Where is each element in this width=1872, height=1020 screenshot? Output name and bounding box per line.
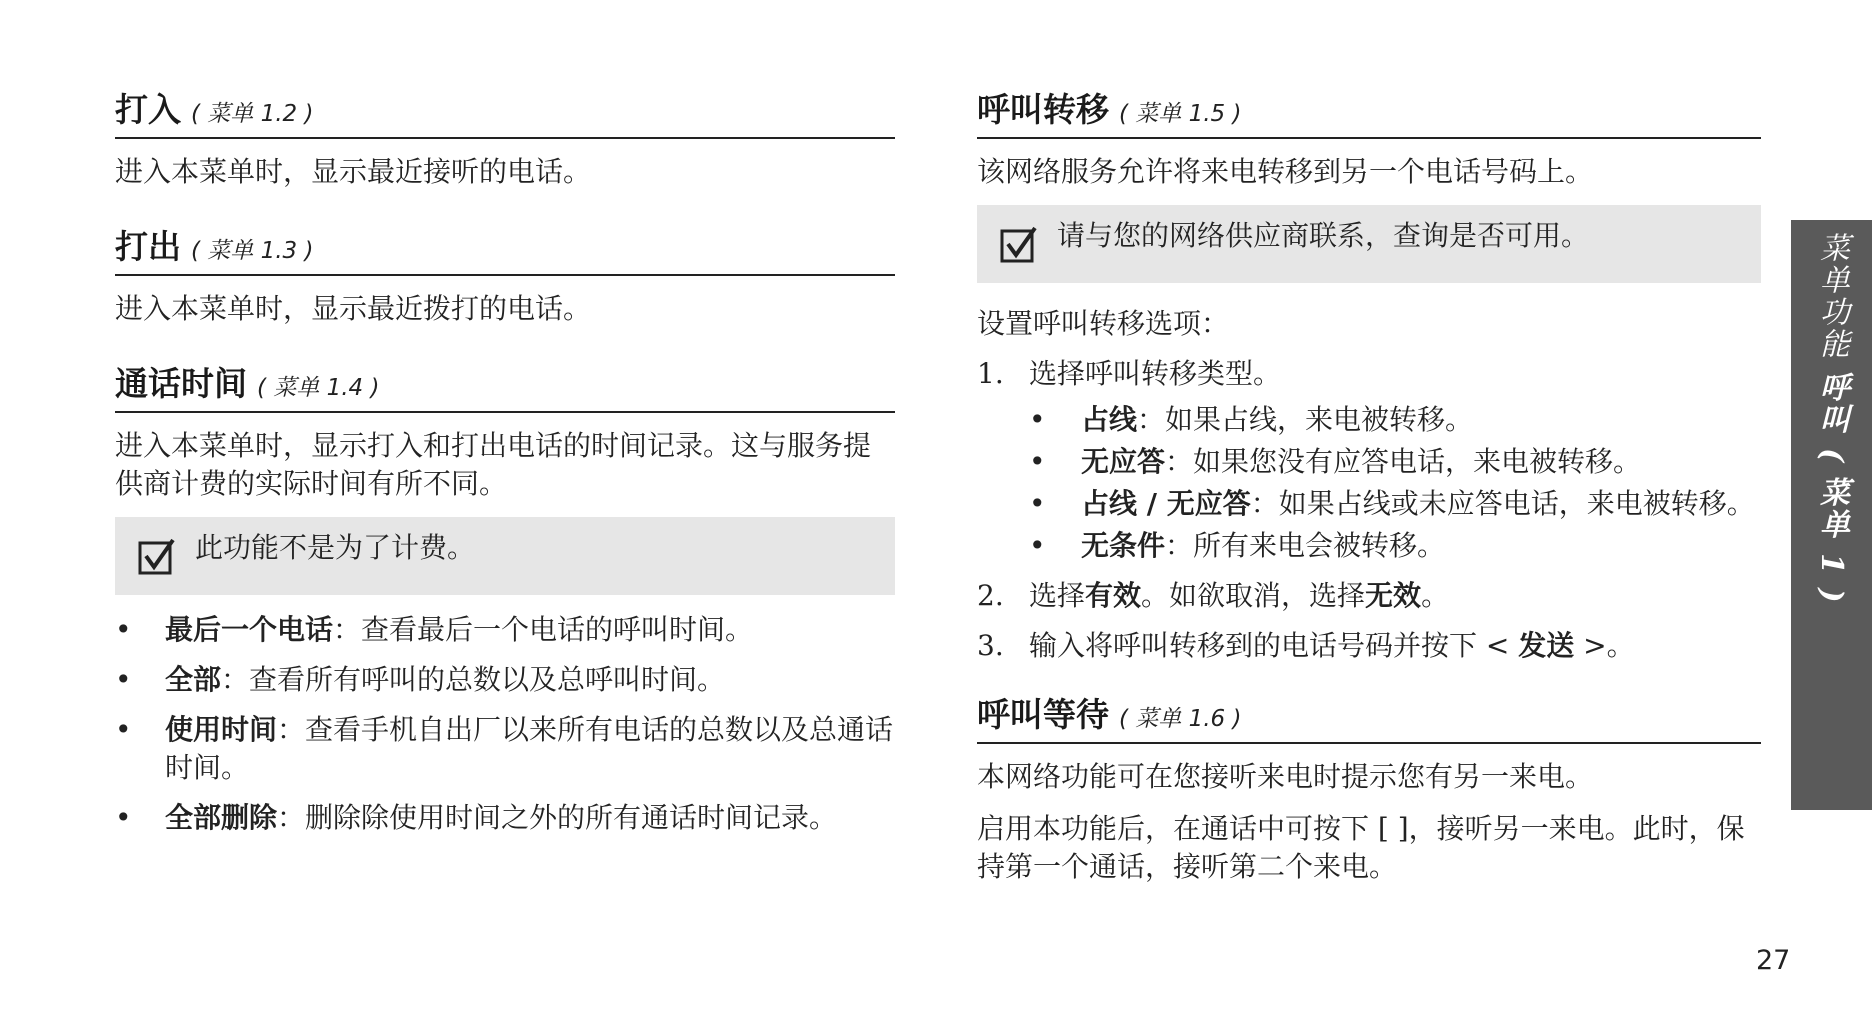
note-text: 此功能不是为了计费。 [195, 531, 476, 564]
option-term: 占线 / 无应答 [1081, 487, 1251, 520]
section-call-waiting [977, 689, 1761, 886]
option-text: ：所有来电会被转移。 [1165, 529, 1446, 562]
section-menu-ref: ( 菜单 1.2 ) [191, 101, 314, 127]
section-body: 进入本菜单时，显示打入和打出电话的时间记录。这与服务提供商计费的实际时间有所不同。 [115, 429, 872, 500]
step-number: 2. [977, 579, 1004, 612]
section-menu-ref: ( 菜单 1.5 ) [1119, 101, 1242, 127]
list-item [115, 799, 895, 837]
bullet-icon: • [115, 801, 132, 834]
step-text: 。 [1421, 579, 1450, 612]
side-tab-chapter: 菜单功能 [1814, 232, 1849, 360]
section-body: 本网络功能可在您接听来电时提示您有另一来电。 [977, 760, 1594, 793]
list-item [1029, 485, 1761, 523]
option-term: 全部删除 [165, 801, 278, 834]
bullet-icon: • [115, 663, 132, 696]
section-title: 打入 [115, 90, 181, 129]
option-text: ：查看手机自出厂以来所有电话的总数以及总通话时间。 [165, 713, 894, 784]
section-title: 呼叫转移 [977, 90, 1109, 129]
right-column [977, 84, 1761, 916]
section-call-forwarding [977, 84, 1761, 665]
step-text: 输入将呼叫转移到的电话号码并按下 < [1029, 629, 1519, 662]
section-title: 呼叫等待 [977, 695, 1109, 734]
option-term: 最后一个电话 [165, 613, 334, 646]
bullet-icon: • [1029, 403, 1046, 436]
bullet-icon: • [115, 713, 132, 746]
section-title: 打出 [115, 227, 181, 266]
step-text: 选择 [1029, 579, 1086, 612]
call-time-options-list [115, 611, 895, 837]
page-number: 27 [1756, 945, 1791, 976]
step-item [977, 627, 1761, 665]
section-menu-ref: ( 菜单 1.3 ) [191, 238, 314, 264]
bullet-icon: • [1029, 487, 1046, 520]
side-tab-section: 呼叫 ( 菜单 1 ) [1814, 371, 1849, 605]
section-incoming [115, 84, 895, 191]
forwarding-intro: 设置呼叫转移选项： [977, 307, 1230, 340]
step-text: 。如欲取消，选择 [1141, 579, 1366, 612]
section-outgoing [115, 221, 895, 328]
section-body: 该网络服务允许将来电转移到另一个电话号码上。 [977, 155, 1594, 188]
bullet-icon: • [1029, 445, 1046, 478]
list-item [115, 711, 895, 787]
list-item [1029, 443, 1761, 481]
list-item [1029, 527, 1761, 565]
forwarding-type-list [1029, 401, 1761, 565]
side-tab-label [1803, 232, 1859, 605]
checkbox-note-icon [137, 537, 177, 577]
step-number: 1. [977, 357, 1004, 390]
section-call-time [115, 358, 895, 837]
option-text: ：查看所有呼叫的总数以及总呼叫时间。 [221, 663, 726, 696]
step-number: 3. [977, 629, 1004, 662]
note-box [977, 205, 1761, 283]
section-menu-ref: ( 菜单 1.6 ) [1119, 706, 1242, 732]
section-heading [977, 84, 1761, 139]
step-item [977, 355, 1761, 565]
note-text: 请与您的网络供应商联系，查询是否可用。 [1057, 219, 1590, 252]
section-heading [115, 84, 895, 139]
section-body: 进入本菜单时，显示最近拨打的电话。 [115, 292, 592, 325]
left-column [115, 84, 895, 861]
section-title: 通话时间 [115, 364, 247, 403]
option-term: 使用时间 [165, 713, 278, 746]
list-item [115, 611, 895, 649]
option-term: 无条件 [1081, 529, 1166, 562]
step-term: 有效 [1085, 579, 1142, 612]
option-text: ：删除除使用时间之外的所有通话时间记录。 [277, 801, 838, 834]
option-term: 无应答 [1081, 445, 1166, 478]
section-heading [115, 221, 895, 276]
bullet-icon: • [115, 613, 132, 646]
section-body: 进入本菜单时，显示最近接听的电话。 [115, 155, 592, 188]
section-body: 启用本功能后，在通话中可按下 [ ]，接听另一来电。此时，保持第一个通话，接听第二个来电。 [977, 812, 1745, 883]
note-box [115, 517, 895, 595]
step-term: 无效 [1365, 579, 1422, 612]
step-term: 发送 [1518, 629, 1575, 662]
option-term: 占线 [1081, 403, 1138, 436]
section-heading [977, 689, 1761, 744]
option-text: ：如果占线或未应答电话，来电被转移。 [1250, 487, 1755, 520]
option-text: ：查看最后一个电话的呼叫时间。 [333, 613, 754, 646]
chapter-side-tab [1791, 220, 1872, 810]
list-item [115, 661, 895, 699]
checkbox-note-icon [999, 225, 1039, 265]
step-text: >。 [1574, 629, 1635, 662]
bullet-icon: • [1029, 529, 1046, 562]
section-menu-ref: ( 菜单 1.4 ) [257, 375, 380, 401]
option-text: ：如果您没有应答电话，来电被转移。 [1165, 445, 1642, 478]
option-text: ：如果占线，来电被转移。 [1137, 403, 1474, 436]
section-heading [115, 358, 895, 413]
list-item [1029, 401, 1761, 439]
step-item [977, 577, 1761, 615]
forwarding-steps [977, 355, 1761, 665]
step-text: 选择呼叫转移类型。 [1029, 357, 1282, 390]
option-term: 全部 [165, 663, 222, 696]
